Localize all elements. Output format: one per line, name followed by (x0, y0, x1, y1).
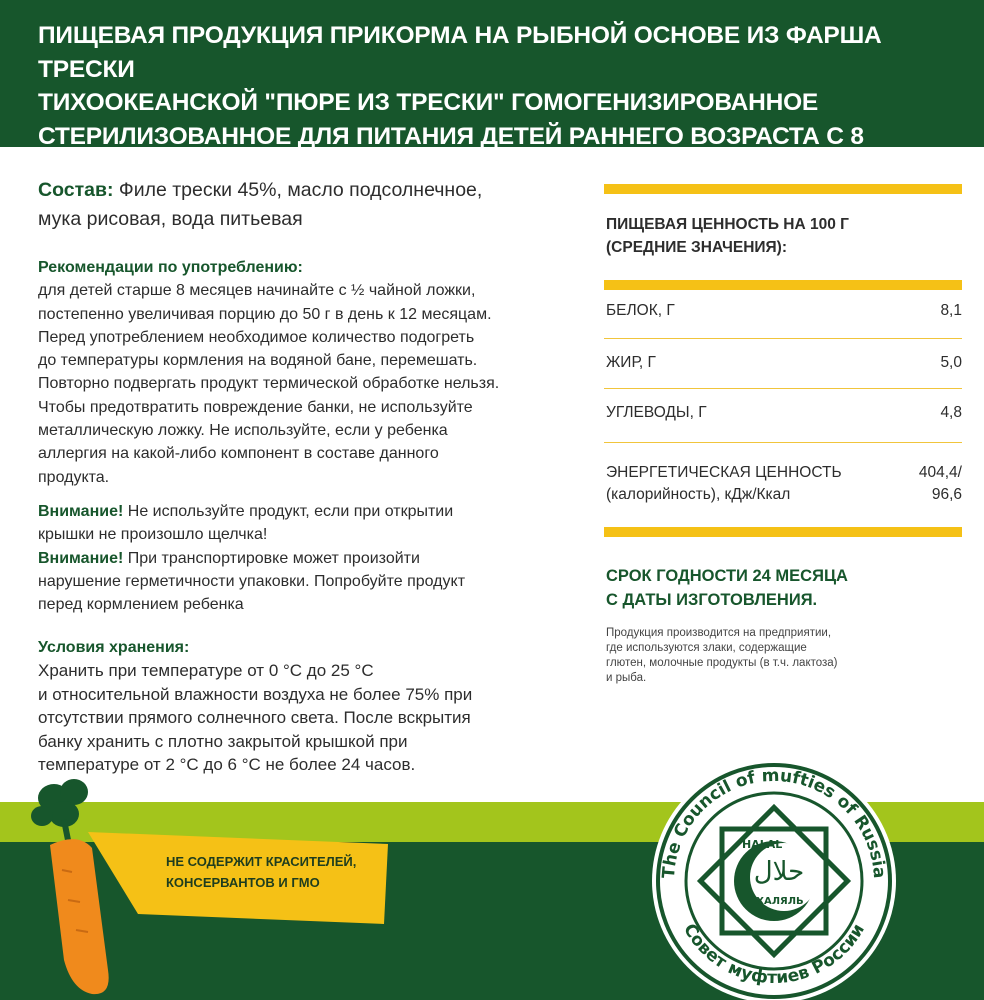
allergen-line: Продукция производится на предприятии, (606, 627, 832, 639)
usage-line: до температуры кормления на водяной бане, перемешать. (38, 352, 478, 370)
warning-label: Внимание! (38, 503, 124, 520)
composition (38, 176, 578, 234)
nutrition-title-line: (СРЕДНИЕ ЗНАЧЕНИЯ): (606, 239, 787, 256)
header-band (0, 0, 984, 183)
nutrient-label: ЖИР, Г (606, 354, 656, 371)
usage-line: аллергия на какой-либо компонент в составе данного (38, 445, 439, 463)
usage-line: Перед употреблением необходимое количество подогреть (38, 328, 475, 346)
allergen-line: где используются злаки, содержащие (606, 642, 807, 654)
banner-line: КОНСЕРВАНТОВ И ГМО (166, 875, 320, 890)
energy-label: ЭНЕРГЕТИЧЕСКАЯ ЦЕННОСТЬ (606, 464, 842, 481)
usage-text (38, 279, 578, 489)
banner-line: НЕ СОДЕРЖИТ КРАСИТЕЛЕЙ, (166, 854, 357, 869)
nutrition-row-carbs (606, 402, 962, 424)
nutrition-title-line: ПИЩЕВАЯ ЦЕННОСТЬ НА 100 Г (606, 216, 849, 233)
warnings-section (38, 500, 578, 616)
divider (604, 338, 962, 339)
usage-title: Рекомендации по употреблению: (38, 259, 303, 276)
seal-halal-cyrillic: ХАЛЯЛЬ (756, 896, 804, 907)
usage-section (38, 256, 578, 489)
nutrition-row-protein (606, 300, 962, 322)
shelf-life-line: С ДАТЫ ИЗГОТОВЛЕНИЯ. (606, 590, 818, 609)
usage-line: для детей старше 8 месяцев начинайте с ½ чайной ложки, (38, 282, 476, 300)
left-column (38, 176, 578, 775)
energy-label: (калорийность), кДж/Ккал (606, 486, 791, 503)
energy-value-line: 404,4/ (918, 464, 962, 481)
seal-halal-latin: HALAL (742, 838, 783, 851)
halal-seal (644, 756, 904, 1000)
usage-line: постепенно увеличивая порцию до 50 г в день к 12 месяцам. (38, 305, 492, 323)
storage-title: Условия хранения: (38, 639, 190, 656)
no-additives-banner (166, 851, 356, 893)
usage-line: Повторно подвергать продукт термической обработке нельзя. (38, 375, 500, 393)
nutrient-value: 4,8 (940, 404, 962, 421)
title-line: СТЕРИЛИЗОВАННОЕ ДЛЯ ПИТАНИЯ ДЕТЕЙ РАННЕГО ВОЗРАСТА С 8 МЕСЯЦЕВ (38, 122, 864, 183)
storage-line: отсутствии прямого солнечного света. После вскрытия (38, 708, 471, 728)
shelf-life-line: СРОК ГОДНОСТИ 24 МЕСЯЦА (606, 567, 848, 585)
divider (604, 442, 962, 443)
allergen-line: глютен, молочные продукты (в т.ч. лактоза) (606, 657, 838, 669)
nutrient-label: БЕЛОК, Г (606, 302, 675, 319)
usage-line: Чтобы предотвратить повреждение банки, не используйте (38, 398, 473, 416)
storage-line: температуре от 2 °С до 6 °С не более 24 часов. (38, 755, 416, 775)
seal-halal-arabic: حلال (753, 857, 805, 887)
storage-text (38, 659, 578, 777)
composition-text: мука рисовая, вода питьевая (38, 208, 303, 230)
storage-line: и относительной влажности воздуха не более 75% при (38, 684, 473, 704)
title-line: ТИХООКЕАНСКОЙ "ПЮРЕ ИЗ ТРЕСКИ" ГОМОГЕНИЗИРОВАННОЕ (38, 89, 819, 116)
storage-line: Хранить при температуре от 0 °С до 25 °С (38, 661, 374, 681)
warning-text: При транспортировке может произойти (123, 549, 420, 567)
yellow-bar-table-top (604, 280, 962, 290)
seal-text-bottom: Совет муфтиев России (679, 920, 869, 989)
nutrient-label: УГЛЕВОДЫ, Г (606, 404, 707, 421)
storage-line: банку хранить с плотно закрытой крышкой при (38, 731, 408, 751)
composition-text: Филе трески 45%, масло подсолнечное, (113, 179, 483, 201)
usage-line: металлическую ложку. Не используйте, если у ребенка (38, 422, 448, 440)
divider (604, 388, 962, 389)
product-title (38, 19, 978, 187)
yellow-bar-top (604, 184, 962, 194)
warning-text: Не используйте продукт, если при открытии (123, 503, 454, 520)
composition-label: Состав: (38, 179, 114, 201)
energy-value (919, 462, 962, 506)
title-line: ПИЩЕВАЯ ПРОДУКЦИЯ ПРИКОРМА НА РЫБНОЙ ОСНОВЕ ИЗ ФАРША ТРЕСКИ (38, 22, 882, 83)
nutrient-value: 5,0 (940, 354, 962, 371)
nutrition-row-energy (606, 462, 962, 506)
seal-text-top: The Council of mufties of Russia (658, 765, 890, 880)
nutrition-row-fat (606, 352, 962, 374)
yellow-bar-table-bottom (604, 527, 962, 537)
warning-label: Внимание! (38, 549, 124, 567)
usage-line: продукта. (38, 468, 110, 486)
nutrition-title (606, 213, 849, 259)
energy-value-line: 96,6 (931, 486, 962, 503)
allergen-note (606, 626, 906, 686)
carrot-icon (20, 770, 140, 1000)
warning-text: нарушение герметичности упаковки. Попробуйте продукт (38, 572, 466, 590)
nutrient-value: 8,1 (940, 302, 962, 319)
storage-section (38, 636, 578, 777)
allergen-line: и рыба. (606, 672, 647, 684)
shelf-life (606, 565, 848, 612)
warning-text: крышки не произошло щелчка! (38, 526, 268, 544)
warning-text: перед кормлением ребенка (38, 596, 244, 614)
